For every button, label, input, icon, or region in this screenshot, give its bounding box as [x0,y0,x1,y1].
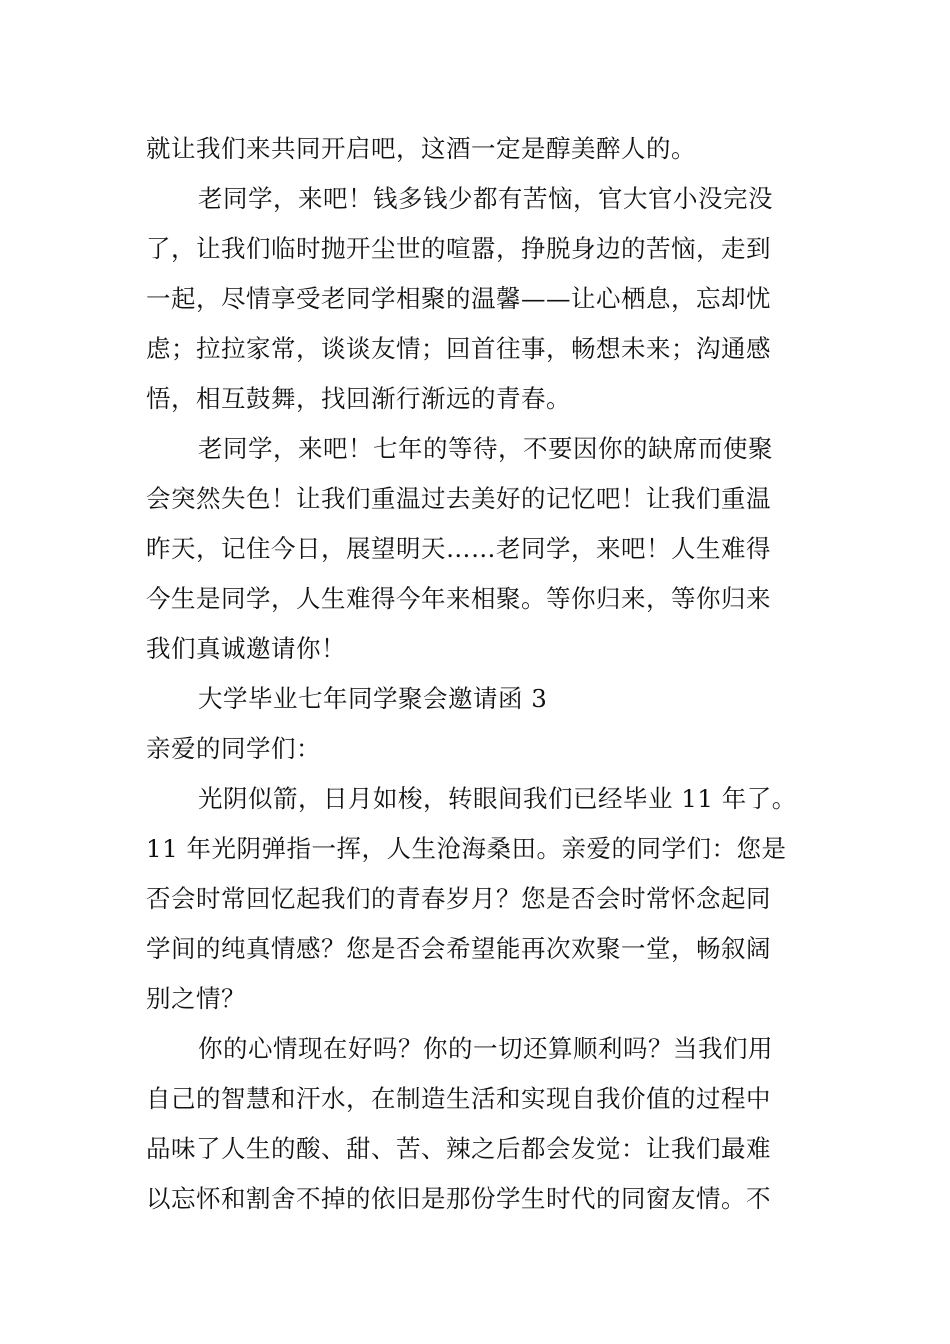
text-line: 一起，尽情享受老同学相聚的温馨——让心栖息，忘却忧 [146,284,771,313]
text-line: 我们真诚邀请你！ [146,634,346,663]
text-line: 学间的纯真情感？您是否会希望能再次欢聚一堂，畅叙阔 [146,934,771,963]
text-line: 悟，相互鼓舞，找回渐行渐远的青春。 [146,384,571,413]
salutation: 亲爱的同学们： [146,734,321,763]
paragraph-start-line: 你的心情现在好吗？你的一切还算顺利吗？当我们用 [198,1034,773,1063]
section-heading: 大学毕业七年同学聚会邀请函 3 [198,684,548,713]
paragraph-start-line: 老同学，来吧！钱多钱少都有苦恼，官大官小没完没 [198,184,773,213]
text-line: 否会时常回忆起我们的青春岁月？您是否会时常怀念起同 [146,884,771,913]
text-line: 会突然失色！让我们重温过去美好的记忆吧！让我们重温 [146,484,771,513]
text-line: 虑；拉拉家常，谈谈友情；回首往事，畅想未来；沟通感 [146,334,771,363]
text-line: 以忘怀和割舍不掉的依旧是那份学生时代的同窗友情。不 [146,1184,771,1213]
text-line: 自己的智慧和汗水，在制造生活和实现自我价值的过程中 [146,1084,771,1113]
text-line: 了，让我们临时抛开尘世的喧嚣，挣脱身边的苦恼，走到 [146,234,771,263]
paragraph-start-line: 光阴似箭，日月如梭，转眼间我们已经毕业 11 年了。 [198,784,797,813]
text-line: 昨天，记住今日，展望明天……老同学，来吧！人生难得 [146,534,771,563]
text-line: 今生是同学，人生难得今年来相聚。等你归来，等你归来 [146,584,771,613]
text-line: 就让我们来共同开启吧，这酒一定是醇美醉人的。 [146,134,696,163]
paragraph-start-line: 老同学，来吧！七年的等待，不要因你的缺席而使聚 [198,434,773,463]
text-line: 别之情？ [146,984,246,1013]
text-line: 11 年光阴弹指一挥，人生沧海桑田。亲爱的同学们：您是 [146,834,787,863]
text-line: 品味了人生的酸、甜、苦、辣之后都会发觉：让我们最难 [146,1134,771,1163]
